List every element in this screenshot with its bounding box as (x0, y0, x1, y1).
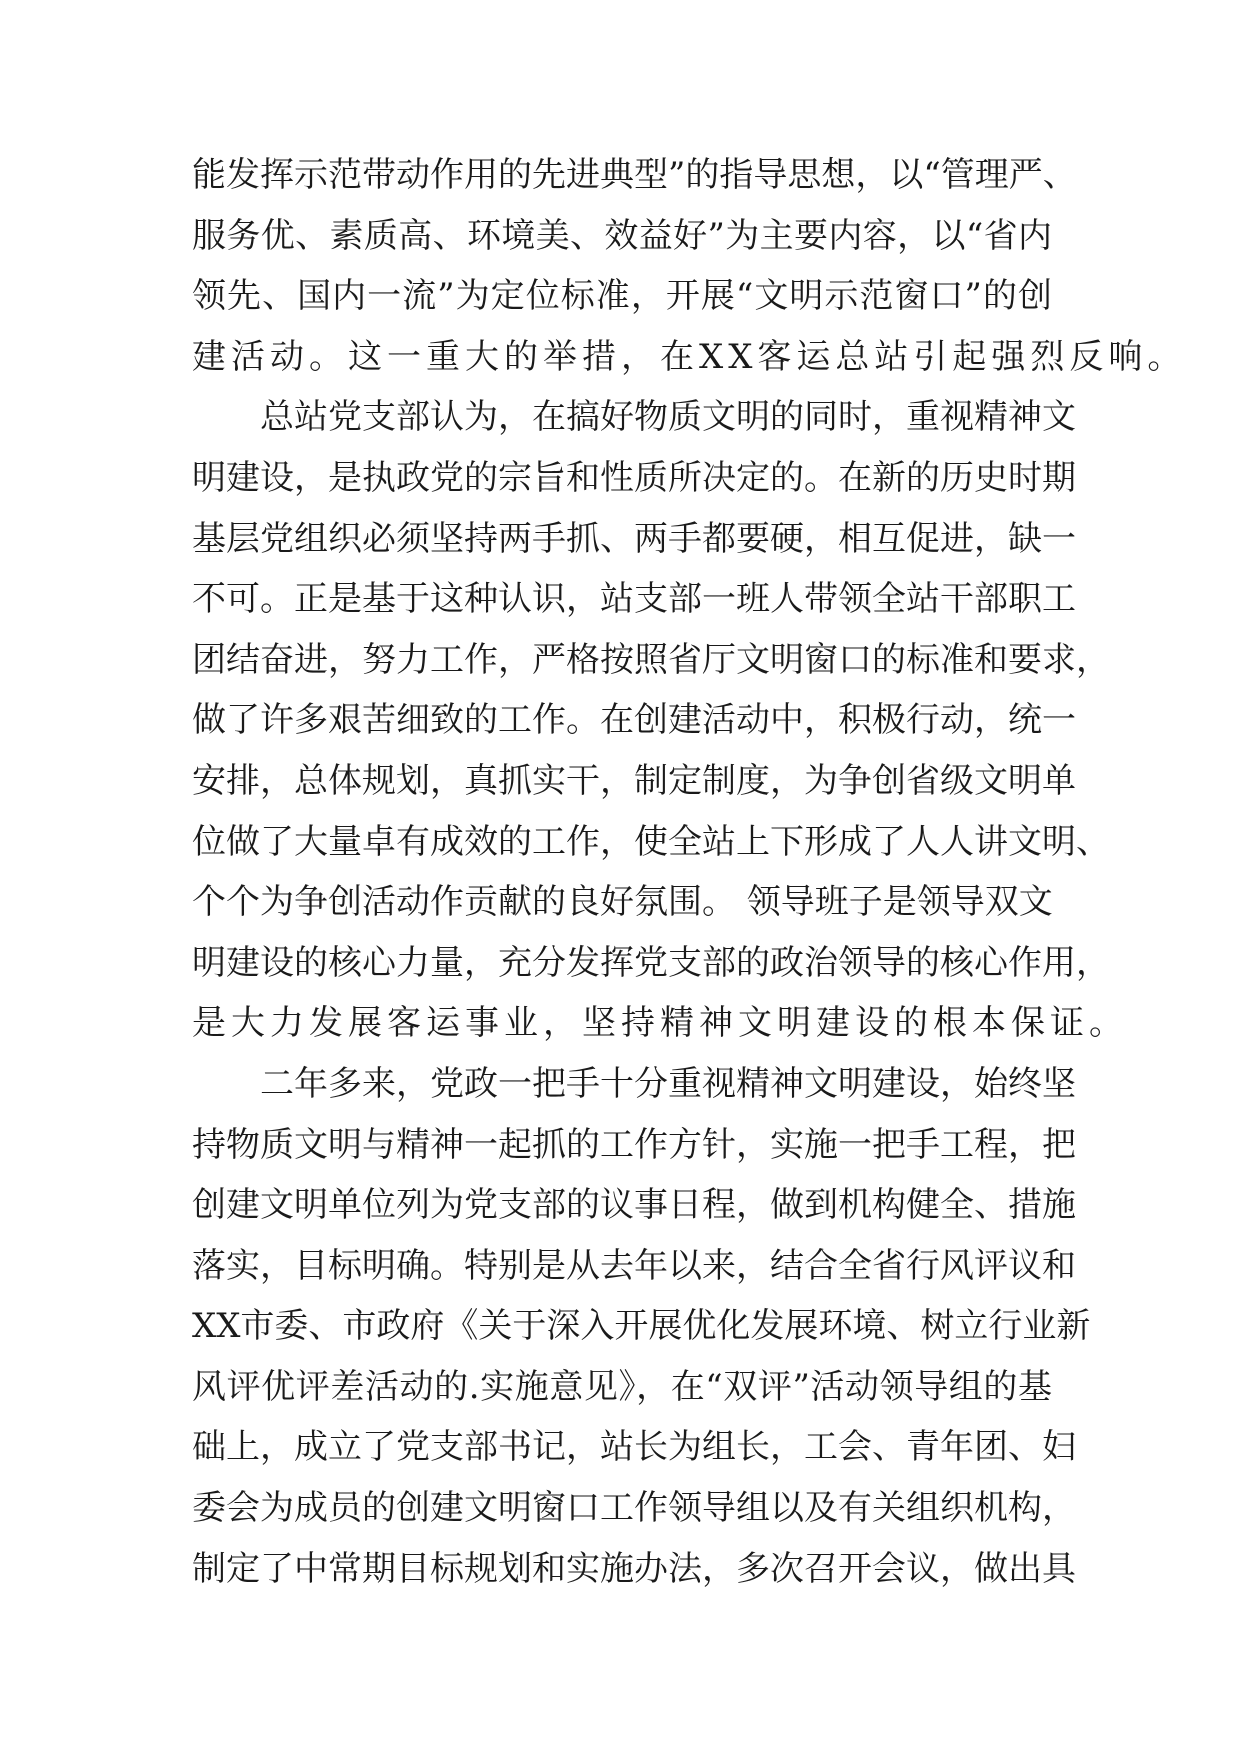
text-line: 础上，成立了党支部书记，站长为组长，工会、青年团、妇 (192, 1427, 1076, 1468)
text-line: 委会为成员的创建文明窗口工作领导组以及有关组织机构， (192, 1488, 1076, 1529)
text-line: 建活动。这一重大的举措，在XX客运总站引起强烈反响。 (192, 336, 1187, 377)
text-line: XX市委、市政府《关于深入开展优化发展环境、树立行业新 (192, 1306, 1091, 1347)
text-line: 服务优、素质高、环境美、效益好”为主要内容，以“省内 (192, 215, 1052, 256)
text-line: 创建文明单位列为党支部的议事日程，做到机构健全、措施 (192, 1185, 1076, 1226)
text-line: 领先、国内一流”为定位标准，开展“文明示范窗口”的创 (192, 276, 1052, 317)
text-line: 风评优评差活动的.实施意见》，在“双评”活动领导组的基 (192, 1366, 1052, 1407)
text-line: 明建设，是执政党的宗旨和性质所决定的。在新的历史时期 (192, 457, 1076, 498)
text-line: 不可。正是基于这种认识，站支部一班人带领全站干部职工 (192, 579, 1076, 620)
paragraph-first-line: 总站党支部认为，在搞好物质文明的同时，重视精神文 (260, 397, 1076, 438)
text-line: 做了许多艰苦细致的工作。在创建活动中，积极行动，统一 (192, 700, 1076, 741)
text-line: 能发挥示范带动作用的先进典型”的指导思想，以“管理严、 (192, 155, 1077, 195)
text-line: 团结奋进，努力工作，严格按照省厅文明窗口的标准和要求， (192, 639, 1110, 680)
text-line: 基层党组织必须坚持两手抓、两手都要硬，相互促进，缺一 (192, 518, 1076, 559)
text-line: 落实，目标明确。特别是从去年以来，结合全省行风评议和 (192, 1245, 1076, 1286)
text-line: 明建设的核心力量，充分发挥党支部的政治领导的核心作用， (192, 942, 1110, 983)
paragraph-first-line: 二年多来，党政一把手十分重视精神文明建设，始终坚 (260, 1063, 1076, 1104)
text-line: 是大力发展客运事业，坚持精神文明建设的根本保证。 (192, 1003, 1128, 1044)
text-line: 安排，总体规划，真抓实干，制定制度，为争创省级文明单 (192, 760, 1076, 801)
text-line: 持物质文明与精神一起抓的工作方针，实施一把手工程，把 (192, 1124, 1076, 1165)
text-line: 位做了大量卓有成效的工作，使全站上下形成了人人讲文明、 (192, 821, 1110, 862)
text-line: 制定了中常期目标规划和实施办法，多次召开会议，做出具 (192, 1548, 1076, 1589)
body-text (192, 145, 1187, 1599)
text-line: 个个为争创活动作贡献的良好氛围。 领导班子是领导双文 (192, 882, 1053, 923)
